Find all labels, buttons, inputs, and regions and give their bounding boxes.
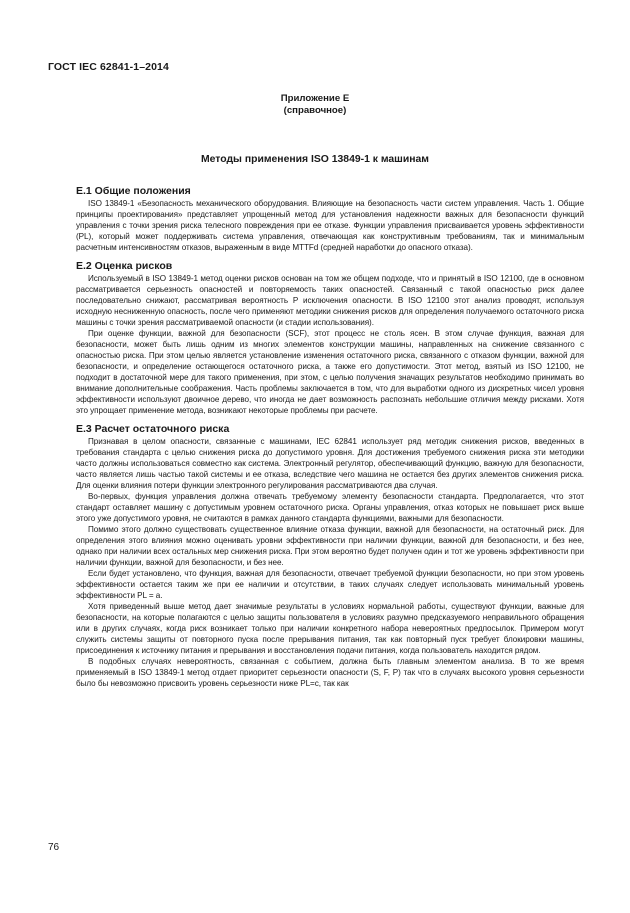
paragraph: ISO 13849-1 «Безопасность механического оборудования. Влияющие на безопасность части систем управления. Часть 1. Общие принципы проектирования» представляет упрощенный метод для установления надежности важных для безопасности функций управления с точки зрения риска телесного повреждения при ее отказе. Функции управления присваивается уровень эффективности (PL), который может поддерживать система управления, отвечающая как конструктивным требованиям, так и минимальным расчетным интенсивностям отказов, выраженным в виде MTTFd (средней наработки до опасного отказа). bbox=[76, 199, 584, 252]
document-body bbox=[76, 180, 584, 689]
annex-title: Методы применения ISO 13849-1 к машинам bbox=[201, 154, 429, 165]
annex-type: (справочное) bbox=[283, 105, 347, 116]
annex-label: Приложение Е bbox=[280, 93, 350, 104]
paragraph: Во-первых, функция управления должна отвечать требуемому элементу безопасности стандарта. Предполагается, что этот стандарт оставляет машину с допустимым уровнем остаточного риска. Органы управления, отказ которых не повышает риск выше этого уже допустимого уровня, не считаются в рамках данного стандарта функциями, важными для безопасности. bbox=[76, 492, 584, 523]
paragraph: Признавая в целом опасности, связанные с машинами, IEC 62841 использует ряд методик снижения рисков, введенных в требования стандарта с целью снижения риска до допустимого уровня. Для достижения требуемого снижения риска эти методики часто должны использоваться совместно как система. Электронный регулятор, обеспечивающий функцию, важную для безопасности, часто является лишь частью такой системы и ее отказа, вследствие чего машина не остается без других элементов снижения риска. Для оценки влияния потери функции электронного регулирования рассматриваются два случая. bbox=[76, 437, 584, 490]
section-heading-e2: Е.2 Оценка рисков bbox=[76, 260, 173, 272]
paragraph: Хотя приведенный выше метод дает значимые результаты в условиях нормальной работы, существуют функции, важные для безопасности, на которые полагаются с целью защиты пользователя в условиях разумно предсказуемого неправильного обращения или в других случаях, когда риск возникает только при наличии конкретного набора невероятных предпосылок. Примером могут служить системы защиты от повторного пуска после прерывания питания, так как повторный пуск требует блокировки машины, присоединения к источнику питания и прерывания и восстановления подачи питания, когда пользователь находится рядом. bbox=[76, 602, 584, 655]
paragraph: Помимо этого должно существовать существенное влияние отказа функции, важной для безопасности, на остаточный риск. Для определения этого влияния можно оценивать уровни эффективности при наличии функции, важной для безопасности, и без нее, однако при наличии всех остальных мер снижения риска. При этом вероятно будет получен один и тот же уровень эффективности при наличии функции, важной для безопасности, и без нее. bbox=[76, 525, 584, 567]
standard-header: ГОСТ IEC 62841-1–2014 bbox=[48, 61, 169, 73]
section-heading-e1: Е.1 Общие положения bbox=[76, 185, 191, 197]
section-heading-e3: Е.3 Расчет остаточного риска bbox=[76, 423, 230, 435]
paragraph: При оценке функции, важной для безопасности (SCF), этот процесс не столь ясен. В этом случае функция, важная для безопасности, может быть лишь одним из многих элементов конструкции машины, направленных на снижение связанного с опасностью риска. При этом целью является установление изменения остаточного риска, связанного с отказом функции, важной для безопасности, и определение остающегося остаточного риска, а также его допустимости. Этот метод, взятый из ISO 12100, не подходит в достаточной мере для такого применения, при этом, с целью получения значащих результатов необходимо принимать во внимание дополнительные соображения. Часть проблемы заключается в том, что для выработки одного из дискретных чисел уровня эффективности используют двоичное дерево, что иногда не дает возможность распознать небольшие отличия между рисками. Хотя это упрощает применение метода, возникают некоторые проблемы при расчете. bbox=[76, 329, 584, 415]
paragraph: В подобных случаях невероятность, связанная с событием, должна быть главным элементом анализа. В то же время применяемый в ISO 13849-1 метод отдает приоритет серьезности опасности (S, F, P) так что в случаях высокого уровня серьезности было бы невозможно присвоить уровень серьезности ниже PL=c, так как bbox=[76, 657, 584, 688]
paragraph: Если будет установлено, что функция, важная для безопасности, отвечает требуемой функции безопасности, но при этом уровень эффективности остается таким же при ее наличии и отсутствии, в таких случаях следует использовать минимальный уровень эффективности PL = a. bbox=[76, 569, 584, 600]
paragraph: Используемый в ISO 13849-1 метод оценки рисков основан на том же общем подходе, что и принятый в ISO 12100, где в основном рассматривается серьезность опасностей и повторяемость таких опасностей. Связанный с такой опасностью риск далее последовательно снижают, рассматривая вероятность P исключения опасности. В ISO 12100 этот анализ проводят, используя исходную несниженную опасность, после чего применяют методики снижения рисков для определения получаемого остаточного риска машины с точки зрения рассматриваемой опасности (и стадии использования). bbox=[76, 274, 584, 327]
page-number: 76 bbox=[48, 842, 60, 853]
